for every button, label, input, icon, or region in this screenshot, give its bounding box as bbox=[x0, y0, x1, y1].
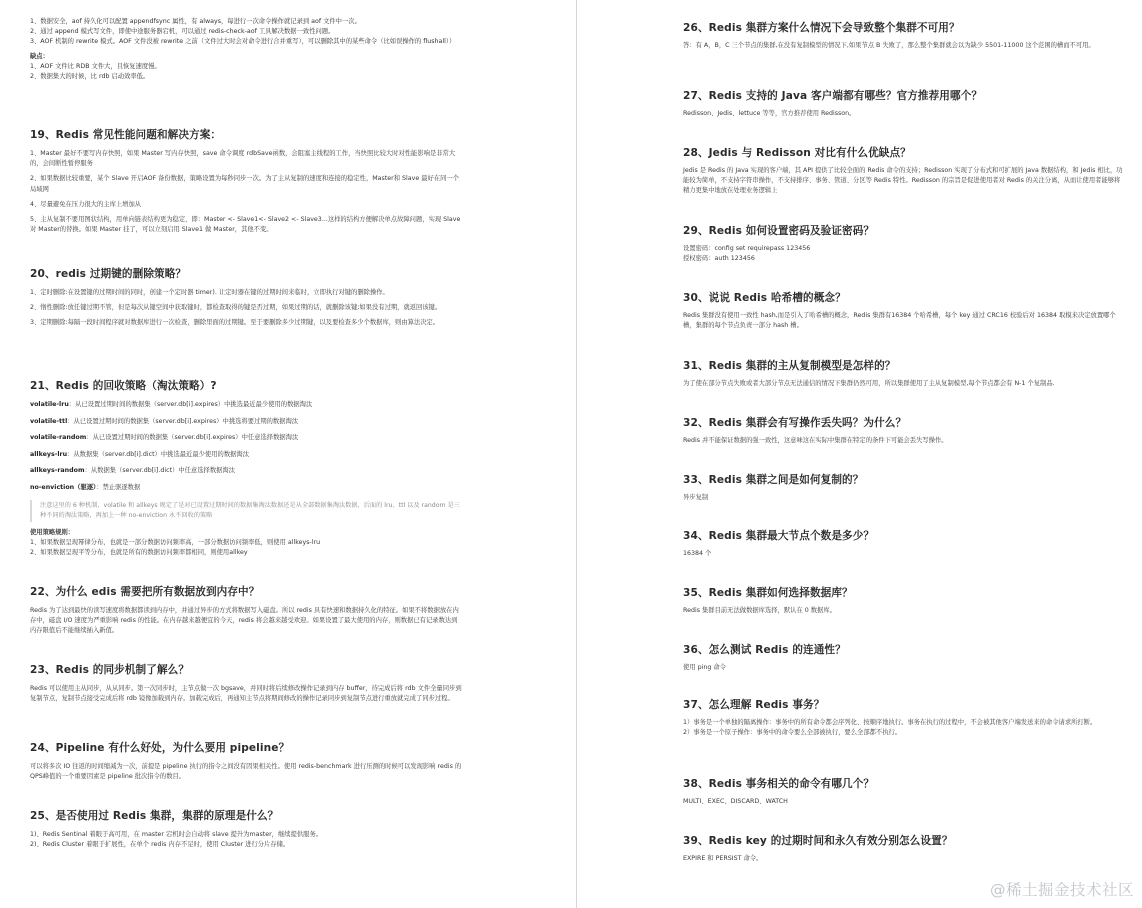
section-title: 25、是否使用过 Redis 集群，集群的原理是什么？ bbox=[30, 810, 279, 822]
policy-text: ：从已设置过期时间的数据集（server.db[i].expires）中挑选最近最少使用的数据淘汰 bbox=[68, 401, 313, 408]
watermark: @稀土掘金技术社区 bbox=[989, 881, 1134, 899]
section-23 bbox=[30, 663, 462, 704]
policy-item bbox=[30, 417, 462, 427]
paragraph: 授权密码：auth 123456 bbox=[683, 255, 755, 263]
section-title: 38、Redis 事务相关的命令有哪几个？ bbox=[683, 778, 875, 790]
section-24 bbox=[30, 741, 462, 782]
section-33 bbox=[683, 473, 1123, 503]
section-title: 26、Redis 集群方案什么情况下会导致整个集群不可用？ bbox=[683, 22, 960, 34]
policy-key: allkeys-lru bbox=[30, 450, 68, 458]
paragraph: 2)、Redis Cluster 着眼于扩展性，在单个 redis 内存不足时，使用 Cluster 进行分片存储。 bbox=[30, 841, 290, 849]
intro-line: 2、通过 append 模式写文件，即使中途服务器宕机，可以通过 redis-check-aof 工具解决数据一致性问题。 bbox=[30, 28, 335, 36]
paragraph: 16384 个 bbox=[683, 550, 712, 557]
rules-label: 使用策略规则： bbox=[30, 528, 75, 536]
section-22 bbox=[30, 585, 462, 637]
paragraph: 设置密码：config set requirepass 123456 bbox=[683, 245, 811, 252]
cons-label: 缺点： bbox=[30, 52, 49, 60]
section-title: 36、怎么测试 Redis 的连通性？ bbox=[683, 644, 846, 656]
cons-line: 1、AOF 文件比 RDB 文件大，且恢复速度慢。 bbox=[30, 62, 161, 70]
paragraph: 可以将多次 IO 往返的时间缩减为一次，前提是 pipeline 执行的指令之间没有因果相关性。使用 redis-benchmark 进行压测的时候可以发现影响 redis 的 QPS峰值的一个重要因素是 pipeline 批次指令的数目。 bbox=[30, 763, 462, 781]
section-31 bbox=[683, 359, 1123, 389]
section-25 bbox=[30, 809, 462, 850]
paragraph: 使用 ping 命令 bbox=[683, 664, 726, 671]
paragraph: 3、定期删除:每隔一段时间程序就对数据库进行一次检查，删除里面的过期键。至于要删除多少过期键，以及要检查多少个数据库，则由算法决定。 bbox=[30, 319, 440, 327]
section-21 bbox=[30, 379, 462, 558]
paragraph: 2、如果数据比较重要，某个 Slave 开启AOF 备份数据，策略设置为每秒同步一次。为了主从复制的速度和连接的稳定性，Master和 Slave 最好在同一个局域网 bbox=[30, 175, 460, 193]
policy-text: ：从数据集（server.db[i].dict）中任意选择数据淘汰 bbox=[84, 467, 236, 475]
policy-text: ：从已设置过期时间的数据集（server.db[i].expires）中挑选将要过期的数据淘汰 bbox=[67, 417, 299, 425]
paragraph: Jedis 是 Redis 的 Java 实现的客户端，其 API 提供了比较全面的 Redis 命令的支持；Redisson 实现了分布式和可扩展的 Java 数据结构，和 Jedis 相比，功能较为简单，不支持字符串操作，不支持排序、事务、管道、分区等 Redis 特性。Redisson 的宗旨是促进使用者对 Redis 的关注分离，从而让使用者能够将精力更集中地放在处理业务逻辑上 bbox=[683, 167, 1123, 195]
section-title: 39、Redis key 的过期时间和永久有效分别怎么设置？ bbox=[683, 835, 953, 847]
paragraph: Redis 为了达到最快的读写速度将数据都读到内存中，并通过异步的方式将数据写入磁盘。所以 redis 具有快速和数据持久化的特征。如果不将数据放在内存中，磁盘 I/O 速度为严重影响 redis 的性能。在内存越来越便宜的今天，redis 将会越来越受欢迎。如果设置了最大使用的内存，则数据已有记录数达到内存限值后不能继续插入新值。 bbox=[30, 607, 459, 635]
page-divider bbox=[576, 0, 577, 908]
section-32 bbox=[683, 416, 1123, 446]
section-27 bbox=[683, 89, 1123, 119]
paragraph: 1、Master 最好不要写内存快照，如果 Master 写内存快照，save 命令调度 rdbSave函数，会阻塞主线程的工作，当快照比较大时对性能影响是非常大的，会间断性暂停服务 bbox=[30, 150, 456, 168]
paragraph: 1）事务是一个单独的隔离操作：事务中的所有命令都会序列化、按顺序地执行。事务在执行的过程中，不会被其他客户端发送来的命令请求所打断。 bbox=[683, 719, 1097, 726]
paragraph: Redis 集群目前无法做数据库选择，默认在 0 数据库。 bbox=[683, 607, 836, 614]
note-quote: 注意这里的 6 种机制，volatile 和 allkeys 规定了是对已设置过期时间的数据集淘汰数据还是从全部数据集淘汰数据，后面的 lru、ttl 以及 random 是三种不同的淘汰策略，再加上一种 no-enviction 永不回收的策略 bbox=[30, 500, 462, 522]
section-title: 20、redis 过期键的删除策略？ bbox=[30, 268, 187, 280]
policy-key: volatile-ttl bbox=[30, 417, 68, 425]
paragraph: 异步复制 bbox=[683, 494, 709, 501]
section-19 bbox=[30, 128, 462, 235]
paragraph: 为了使在部分节点失败或者大部分节点无法通信的情况下集群仍然可用，所以集群使用了主从复制模型,每个节点都会有 N-1 个复制品. bbox=[683, 380, 1055, 387]
section-title: 33、Redis 集群之间是如何复制的？ bbox=[683, 474, 864, 486]
rule-line: 2、如果数据呈现平等分布，也就是所有的数据访问频率都相同，则使用allkey bbox=[30, 548, 248, 556]
section-title: 24、Pipeline 有什么好处，为什么要用 pipeline？ bbox=[30, 742, 290, 754]
section-title: 19、Redis 常见性能问题和解决方案： bbox=[30, 129, 222, 141]
section-title: 28、Jedis 与 Redisson 对比有什么优缺点？ bbox=[683, 147, 911, 159]
paragraph: 1、定时删除:在设置键的过期时间的同时，创建一个定时器 timer). 让定时器在键的过期时间来临时，立即执行对键的删除操作。 bbox=[30, 289, 389, 296]
policy-text: ：禁止驱逐数据 bbox=[96, 483, 141, 491]
section-30 bbox=[683, 291, 1123, 331]
policy-item bbox=[30, 400, 462, 410]
section-title: 22、为什么 edis 需要把所有数据放到内存中？ bbox=[30, 586, 260, 598]
section-title: 21、Redis 的回收策略（淘汰策略）? bbox=[30, 380, 217, 392]
paragraph: Redis 可以使用主从同步，从从同步。第一次同步时，主节点做一次 bgsave，并同时将后续修改操作记录到内存 buffer，待完成后将 rdb 文件全量同步到复制节点，复制节点接受完成后将 rdb 镜像加载到内存。加载完成后，再通知主节点将期间修改的操作记录同步到复制节点进行重放就完成了同步过程。 bbox=[30, 685, 462, 703]
section-title: 27、Redis 支持的 Java 客户端都有哪些？官方推荐用哪个？ bbox=[683, 90, 983, 102]
section-39 bbox=[683, 834, 1123, 864]
cons-line: 2、数据集大的时候，比 rdb 启动效率低。 bbox=[30, 73, 150, 81]
paragraph: Redis 并不能保证数据的强一致性，这意味这在实际中集群在特定的条件下可能会丢失写操作。 bbox=[683, 437, 948, 444]
section-title: 31、Redis 集群的主从复制模型是怎样的？ bbox=[683, 360, 896, 372]
policy-text: ：从数据集（server.db[i].dict）中挑选最近最少使用的数据淘汰 bbox=[67, 450, 250, 458]
section-26 bbox=[683, 21, 1123, 51]
paragraph: EXPIRE 和 PERSIST 命令。 bbox=[683, 855, 763, 862]
paragraph: 1)、Redis Sentinal 着眼于高可用，在 master 宕机时会自动将 slave 提升为master，继续提供服务。 bbox=[30, 831, 323, 838]
section-title: 37、怎么理解 Redis 事务？ bbox=[683, 699, 825, 711]
paragraph: 答：有 A，B，C 三个节点的集群,在没有复制模型的情况下,如果节点 B 失败了，那么整个集群就会以为缺少 5501-11000 这个范围的槽而不可用。 bbox=[683, 42, 1095, 49]
section-28 bbox=[683, 146, 1123, 197]
policy-item bbox=[30, 466, 462, 476]
paragraph: 5、主从复制不要用图状结构，用单向链表结构更为稳定，即：Master <- Slave1<- Slave2 <- Slave3...这样的结构方便解决单点故障问题，实现 Slave 对 Master的替换。如果 Master 挂了，可以立刻启用 Slave1 做 Master，其他不变。 bbox=[30, 216, 461, 234]
policy-key: no-enviction（驱逐） bbox=[30, 483, 97, 491]
section-title: 34、Redis 集群最大节点个数是多少？ bbox=[683, 530, 875, 542]
paragraph: 4、尽量避免在压力很大的主库上增加从 bbox=[30, 200, 142, 208]
policy-item bbox=[30, 433, 462, 443]
paragraph: Redis 集群没有使用一致性 hash,而是引入了哈希槽的概念，Redis 集群有16384 个哈希槽，每个 key 通过 CRC16 校验后对 16384 取模来决定放置哪个槽，集群的每个节点负责一部分 hash 槽。 bbox=[683, 312, 1116, 330]
section-title: 30、说说 Redis 哈希槽的概念？ bbox=[683, 292, 846, 304]
section-35 bbox=[683, 586, 1123, 616]
policy-key: allkeys-random bbox=[30, 467, 85, 475]
policy-key: volatile-random bbox=[30, 434, 87, 442]
intro-line: 3、AOF 机制的 rewrite 模式。AOF 文件没被 rewrite 之前（文件过大时会对命令进行合并重写），可以删除其中的某些命令（比如误操作的 flushall）） bbox=[30, 38, 456, 46]
section-38 bbox=[683, 777, 1123, 807]
policy-text: ：从已设置过期时间的数据集（server.db[i].expires）中任意选择数据淘汰 bbox=[86, 434, 299, 442]
paragraph: 2、惰性删除:放任键过期不管，但是每次从键空间中获取键时，都检查取得的键是否过期，如果过期的话，就删除该键;如果没有过期，就返回该键。 bbox=[30, 304, 442, 312]
intro-line: 1、数据安全，aof 持久化可以配置 appendfsync 属性，有 always，每进行一次命令操作就记录到 aof 文件中一次。 bbox=[30, 18, 361, 25]
section-37 bbox=[683, 698, 1123, 738]
policy-item bbox=[30, 450, 462, 460]
rule-line: 1、如果数据呈现幂律分布，也就是一部分数据访问频率高，一部分数据访问频率低，则使用 allkeys-lru bbox=[30, 538, 321, 546]
section-29 bbox=[683, 224, 1123, 264]
section-title: 35、Redis 集群如何选择数据库？ bbox=[683, 587, 853, 599]
right-page bbox=[578, 0, 1142, 908]
intro-block bbox=[30, 17, 462, 82]
policy-item bbox=[30, 483, 462, 493]
section-36 bbox=[683, 643, 1123, 673]
policy-key: volatile-lru bbox=[30, 401, 69, 408]
section-title: 23、Redis 的同步机制了解么？ bbox=[30, 664, 190, 676]
paragraph: MULTI、EXEC、DISCARD、WATCH bbox=[683, 798, 788, 805]
section-title: 32、Redis 集群会有写操作丢失吗？为什么？ bbox=[683, 417, 907, 429]
section-title: 29、Redis 如何设置密码及验证密码？ bbox=[683, 225, 875, 237]
paragraph: 2）事务是一个原子操作：事务中的命令要么全部被执行，要么全部都不执行。 bbox=[683, 729, 902, 737]
paragraph: Redisson、Jedis、lettuce 等等，官方推荐使用 Redisson。 bbox=[683, 110, 856, 117]
section-34 bbox=[683, 529, 1123, 559]
section-20 bbox=[30, 267, 462, 329]
